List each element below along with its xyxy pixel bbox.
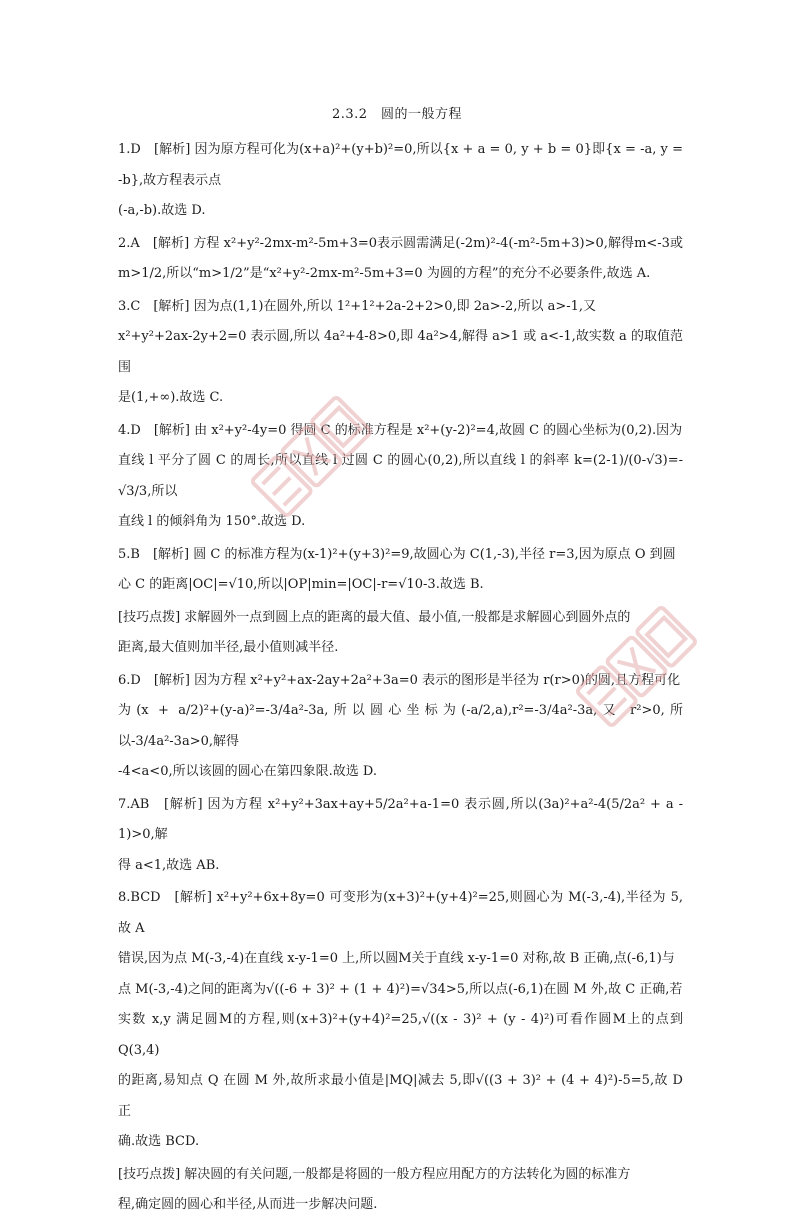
answer-item-5: 5.B [解析] 圆 C 的标准方程为(x-1)²+(y+3)²=9,故圆心为 C(1,-3),半径 r=3,因为原点 O 到圆 心 C 的距离|OC|=√10,所以|OP|min=|OC|-r=√10-3.故选 B. (118, 546, 676, 592)
answer-item-3: 3.C [解析] 因为点(1,1)在圆外,所以 1²+1²+2a-2+2>0,即 2a>-2,所以 a>-1,又 x²+y²+2ax-2y+2=0 表示圆,所以 4a²+4-8>0,即 4a²>4,解得 a>1 或 a<-1,故实数 a 的取值范围 是(1,+∞).故选 C. (118, 298, 683, 405)
answer-body (118, 135, 683, 1221)
tip-note-2: [技巧点拨] 解决圆的有关问题,一般都是将圆的一般方程应用配方的方法转化为圆的标准方 程,确定圆的圆心和半径,从而进一步解决问题. (118, 1166, 631, 1212)
answer-item-2: 2.A [解析] 方程 x²+y²-2mx-m²-5m+3=0表示圆需满足(-2m)²-4(-m²-5m+3)>0,解得m<-3或m>1/2,所以“m>1/2”是“x²+y²-2mx-m²-5m+3=0 为圆的方程”的充分不必要条件,故选 A. (118, 235, 683, 281)
answer-item-8: 8.BCD [解析] x²+y²+6x+8y=0 可变形为(x+3)²+(y+4)²=25,则圆心为 M(-3,-4),半径为 5,故 A 错误,因为点 M(-3,-4)在直线 x-y-1=0 上,所以圆M关于直线 x-y-1=0 对称,故 B 正确,点(-6,1)与 点 M(-3,-4)之间的距离为√((-6 + 3)² + (1 + 4)²)=√34>5,所以点(-6,1)在圆 M 外,故 C 正确,若 实数 x,y 满足圆M的方程,则(x+3)²+(y+4)²=25,√((x - 3)² + (y - 4)²)可看作圆M上的点到 Q(3,4) 的距离,易知点 Q 在圆 M 外,故所求最小值是|MQ|减去 5,即√((3 + 3)² + (4 + 4)²)-5=5,故 D 正 确.故选 BCD. (118, 890, 683, 1149)
answer-item-7: 7.AB [解析] 因为方程 x²+y²+3ax+ay+5/2a²+a-1=0 表示圆,所以(3a)²+a²-4(5/2a² + a - 1)>0,解 得 a<1,故选 AB. (118, 796, 683, 873)
tip-note-1: [技巧点拨] 求解圆外一点到圆上点的距离的最大值、最小值,一般都是求解圆心到圆外点的 距离,最大值则加半径,最小值则减半径. (118, 609, 631, 655)
page-title: 2.3.2 圆的一般方程 (331, 107, 463, 122)
answer-item-4: 4.D [解析] 由 x²+y²-4y=0 得圆 C 的标准方程是 x²+(y-2)²=4,故圆 C 的圆心坐标为(0,2).因为 直线 l 平分了圆 C 的周长,所以直线 l 过圆 C 的圆心(0,2),所以直线 l 的斜率 k=(2-1)/(0-√3)=-√3/3,所以 直线 l 的倾斜角为 150°.故选 D. (118, 422, 683, 529)
answer-item-1: 1.D [解析] 因为原方程可化为(x+a)²+(y+b)²=0,所以{x + a = 0, y + b = 0}即{x = -a, y = -b},故方程表示点 (-a,-b).故选 D. (118, 142, 683, 218)
answer-item-6: 6.D [解析] 因为方程 x²+y²+ax-2ay+2a²+3a=0 表示的图形是半径为 r(r>0)的圆,且方程可化 为(x + a/2)²+(y-a)²=-3/4a²-3a,所以圆心坐标为(-a/2,a),r²=-3/4a²-3a,又 r²>0,所以-3/4a²-3a>0,解得 -4<a<0,所以该圆的圆心在第四象限.故选 D. (118, 672, 683, 779)
